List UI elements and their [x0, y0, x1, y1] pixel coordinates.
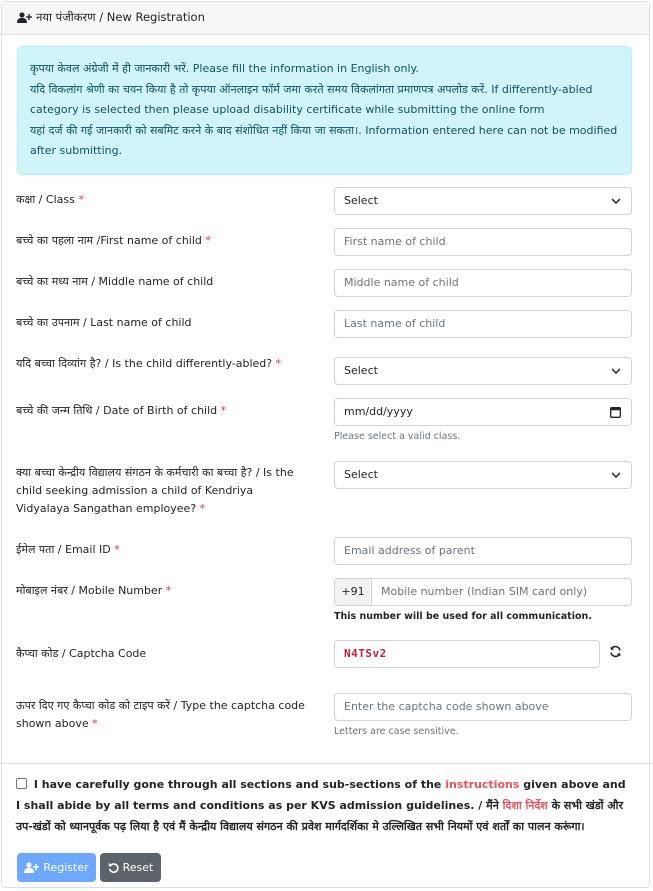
mobile-input[interactable]: Mobile number (Indian SIM card only) [371, 578, 632, 606]
last-name-input[interactable]: Last name of child [334, 310, 632, 338]
email-input[interactable]: Email address of parent [334, 537, 632, 565]
alert-line: कृपया केवल अंग्रेजी में ही जानकारी भरें. Please fill the information in English only. [30, 62, 419, 75]
captcha-help-text: Letters are case sensitive. [334, 726, 459, 737]
class-select[interactable]: Select [334, 187, 632, 215]
kvs-employee-label: क्या बच्चा केन्द्रीय विद्यालय संगठन के कर्मचारी का बच्चा है? / Is the child seeking admission a child of Kendriya Vidyalaya Sangathan employee? * [16, 466, 294, 515]
chevron-down-icon [611, 367, 621, 375]
reset-button[interactable] [100, 853, 161, 882]
chevron-down-icon [611, 471, 621, 479]
refresh-icon[interactable] [609, 645, 622, 658]
first-name-label: बच्चे का पहला नाम /First name of child * [16, 234, 211, 247]
undo-icon [108, 862, 119, 873]
agreement-text: I have carefully gone through all sections and sub-sections of the instructions given above and I shall abide by all terms and conditions as per KVS admission guidelines. / मैंने दिशा निर्देश के सभी खंडों और उप-खंडों को ध्यानपूर्वक पढ़ लिया है एवं मैं केन्द्रीय विद्यालय संगठन की प्रवेश मार्गदर्शिका मे उल्लिखित सभी नियमों एवं शर्तों का पालन करूंगा। [16, 778, 626, 833]
alert-line: यदि विकलांग श्रेणी का चयन किया है तो कृपया ऑनलाइन फॉर्म जमा करते समय विकलांगता प्रमाणपत्र अपलोड करें. If differently-abled category is selected then please upload disability certificate while submitting the online form [30, 82, 593, 116]
card-header [2, 2, 649, 35]
agreement-checkbox[interactable] [16, 778, 27, 789]
dob-help-text: Please select a valid class. [334, 431, 461, 442]
chevron-down-icon [611, 197, 621, 205]
differently-abled-select[interactable]: Select [334, 357, 632, 385]
email-label: ईमेल पता / Email ID * [16, 543, 120, 556]
calendar-icon[interactable] [610, 406, 621, 418]
instructions-link[interactable]: instructions [445, 778, 520, 791]
register-button-label: Register [43, 861, 89, 874]
dob-label: बच्चे की जन्म तिथि / Date of Birth of child * [16, 404, 227, 417]
kvs-employee-select[interactable]: Select [334, 461, 632, 489]
reset-button-label: Reset [122, 861, 154, 874]
captcha-input-label: ऊपर दिए गए कैप्चा कोड को टाइप करें / Type the captcha code shown above * [16, 699, 305, 730]
user-plus-icon [24, 862, 39, 873]
class-label: कक्षा / Class * [16, 193, 84, 206]
user-plus-icon [17, 12, 32, 23]
mobile-label: मोबाइल नंबर / Mobile Number * [16, 584, 172, 597]
register-button[interactable] [17, 853, 96, 882]
guidelines-link-hindi[interactable]: दिशा निर्देश [502, 799, 548, 812]
middle-name-label: बच्चे का मध्य नाम / Middle name of child [16, 275, 214, 288]
mobile-help-text: This number will be used for all communication. [334, 611, 592, 622]
captcha-code: N4TSv2 [334, 640, 600, 668]
differently-abled-label: यदि बच्चा दिव्यांग है? / Is the child differently-abled? * [16, 357, 282, 370]
middle-name-input[interactable]: Middle name of child [334, 269, 632, 297]
captcha-label: कैप्चा कोड / Captcha Code [16, 647, 147, 660]
page-title-text: नया पंजीकरण / New Registration [36, 10, 205, 24]
divider [0, 763, 653, 764]
captcha-input[interactable]: Enter the captcha code shown above [334, 693, 632, 721]
country-code-prefix: +91 [334, 578, 372, 606]
page-title [17, 10, 205, 25]
dob-input[interactable]: mm/dd/yyyy [334, 398, 632, 426]
info-alert [17, 46, 632, 175]
first-name-input[interactable]: First name of child [334, 228, 632, 256]
alert-line: यहां दर्ज की गई जानकारी को सबमिट करने के बाद संशोधित नहीं किया जा सकता।. Information entered here can not be modified after submitting. [30, 123, 618, 157]
last-name-label: बच्चे का उपनाम / Last name of child [16, 316, 192, 329]
